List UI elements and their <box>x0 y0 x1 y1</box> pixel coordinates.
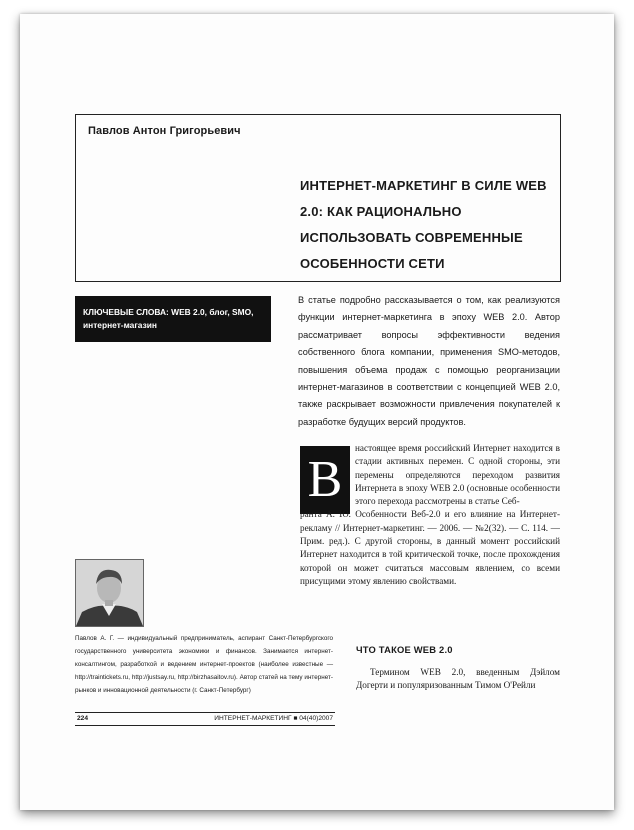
article-header <box>75 114 561 282</box>
author-name: Павлов Антон Григорьевич <box>88 125 241 137</box>
article-title: ИНТЕРНЕТ-МАРКЕТИНГ В СИЛЕ WEB 2.0: КАК РАЦИОНАЛЬНО ИСПОЛЬЗОВАТЬ СОВРЕМЕННЫЕ ОСОБЕННОСТИ СЕТИ <box>300 178 547 271</box>
intro-paragraph-continued: ранта А. Ю. Особенности Веб-2.0 и его влияние на Интернет-рекламу // Интернет-маркетинг. — 2006. — №2(32). — С. 114. — Прим. ред.). С другой стороны, в данный момент российский Интернет находится в той критической точке, после прохождения которой он может считаться массовым явлением, со всеми присущими этому явлению свойствами. <box>300 509 560 586</box>
body-text-intro <box>300 442 560 588</box>
author-bio: Павлов А. Г. — индивидуальный предприниматель, аспирант Санкт-Петербургского государственного университета экономики и финансов. Занимается интернет-консалтингом, разработкой и ведением интернет-проектов (наиболее известные — http://traintickets.ru, http://justsay.ru, http://birzhasaitov.ru). Автор статей на тему интернет-рынков и инновационной деятельности (г. Санкт-Петербург) <box>75 635 333 695</box>
section-text: Термином WEB 2.0, введенным Дэйлом Догерти и популяризованным Тимом О'Рейли <box>356 667 560 691</box>
keywords-box: КЛЮЧЕВЫЕ СЛОВА: WEB 2.0, блог, SMO, интернет-магазин <box>75 296 271 342</box>
page-footer <box>75 712 335 726</box>
magazine-page <box>20 14 614 810</box>
magazine-issue: ИНТЕРНЕТ-МАРКЕТИНГ ■ 04(40)2007 <box>214 715 333 722</box>
article-abstract: В статье подробно рассказывается о том, как реализуются функции интернет-маркетинга в эпоху WEB 2.0. Автор рассматривает вопросы эффективности ведения собственного блога компании, применения SMO-методов, повышения объема продаж с помощью реорганизации интернет-магазинов в соответствии с концепцией WEB 2.0, также раскрывает возможности привлечения покупателей к разработке будущих версий продуктов. <box>298 295 560 427</box>
drop-cap: В <box>300 446 350 514</box>
page-number: 224 <box>77 715 89 722</box>
section-heading: ЧТО ТАКОЕ WEB 2.0 <box>356 644 453 655</box>
intro-paragraph: настоящее время российский Интернет находится в стадии активных перемен. С одной стороны, эти перемены определяются переходом развития Интернета в эпоху WEB 2.0 (основные особенности этого перехода рассмотрены в статье Себ- <box>355 443 560 507</box>
author-photo <box>75 559 144 627</box>
portrait-image <box>76 560 143 626</box>
